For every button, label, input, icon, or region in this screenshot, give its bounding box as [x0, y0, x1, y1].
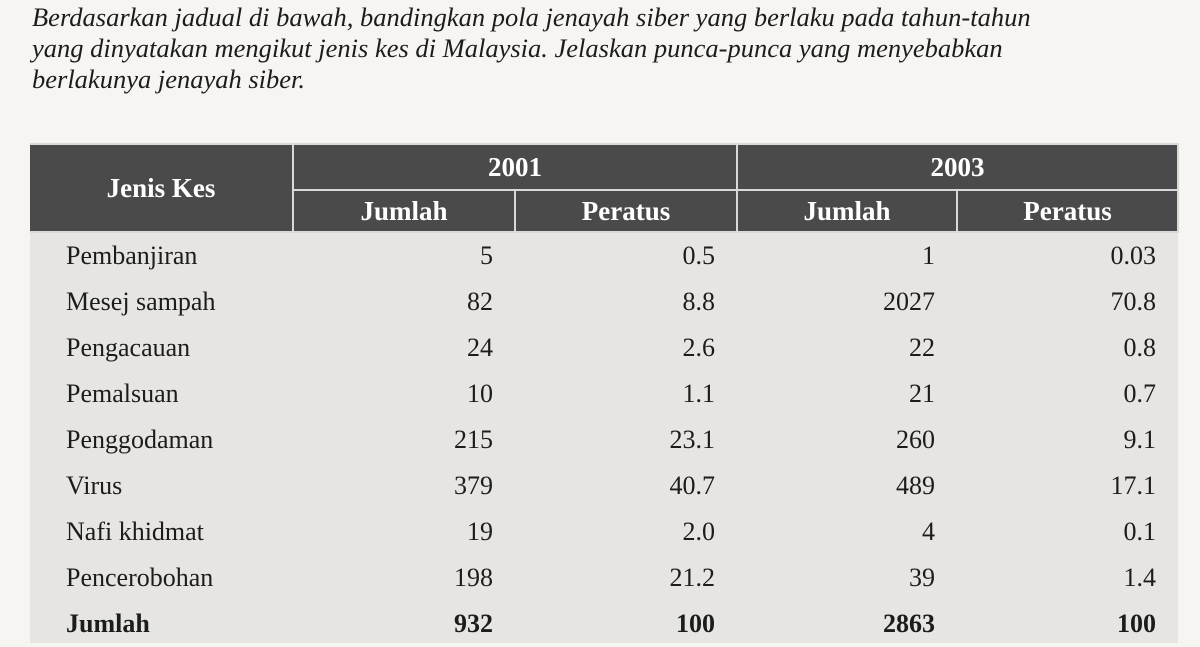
percent-2003: 0.7 — [1123, 379, 1156, 408]
count-2001: 379 — [454, 471, 493, 500]
header-count-2001: Jumlah — [293, 190, 515, 232]
prompt-line-3: berlakunya jenayah siber. — [32, 64, 306, 94]
count-2003: 39 — [909, 563, 935, 592]
case-name: Pemalsuan — [66, 379, 179, 408]
table-header — [30, 144, 1178, 232]
header-percent-2001: Peratus — [515, 190, 737, 232]
header-year-2003: 2003 — [737, 144, 1178, 190]
percent-2001: 2.0 — [682, 517, 715, 546]
table-row — [30, 232, 1178, 279]
percent-2001: 1.1 — [682, 379, 715, 408]
total-count-2001: 932 — [454, 609, 493, 638]
percent-2003: 9.1 — [1123, 425, 1156, 454]
table-row — [30, 325, 1178, 371]
case-name: Mesej sampah — [66, 287, 216, 316]
prompt-line-2: yang dinyatakan mengikut jenis kes di Malaysia. Jelaskan punca-punca yang menyebabkan — [32, 33, 1003, 63]
total-label: Jumlah — [66, 609, 150, 638]
percent-2001: 40.7 — [669, 471, 715, 500]
percent-2003: 0.03 — [1110, 241, 1156, 270]
table-total-row — [30, 601, 1178, 647]
total-percent-2003: 100 — [1117, 609, 1156, 638]
table-row — [30, 463, 1178, 509]
percent-2001: 21.2 — [669, 563, 715, 592]
header-year-2001: 2001 — [293, 144, 737, 190]
count-2001: 24 — [467, 333, 493, 362]
count-2003: 260 — [896, 425, 935, 454]
case-name: Virus — [66, 471, 123, 500]
cyber-crime-table-container — [30, 143, 1178, 643]
total-percent-2001: 100 — [676, 609, 715, 638]
header-percent-2003: Peratus — [957, 190, 1178, 232]
count-2001: 198 — [454, 563, 493, 592]
count-2003: 21 — [909, 379, 935, 408]
cyber-crime-table — [30, 143, 1179, 647]
count-2001: 10 — [467, 379, 493, 408]
count-2001: 215 — [454, 425, 493, 454]
percent-2001: 0.5 — [682, 241, 715, 270]
table-row — [30, 371, 1178, 417]
header-count-2003: Jumlah — [737, 190, 957, 232]
table-row — [30, 417, 1178, 463]
count-2003: 2027 — [883, 287, 935, 316]
percent-2003: 0.1 — [1123, 517, 1156, 546]
case-name: Penggodaman — [66, 425, 214, 454]
question-prompt — [32, 2, 1182, 95]
table-row — [30, 509, 1178, 555]
case-name: Pengacauan — [66, 333, 191, 362]
table-row — [30, 279, 1178, 325]
percent-2003: 0.8 — [1123, 333, 1156, 362]
case-name: Pencerobohan — [66, 563, 214, 592]
prompt-line-1: Berdasarkan jadual di bawah, bandingkan pola jenayah siber yang berlaku pada tahun-tahun — [32, 2, 1031, 32]
total-count-2003: 2863 — [883, 609, 935, 638]
percent-2001: 2.6 — [682, 333, 715, 362]
count-2003: 1 — [922, 241, 935, 270]
percent-2001: 8.8 — [682, 287, 715, 316]
header-case-type: Jenis Kes — [30, 144, 293, 232]
case-name: Nafi khidmat — [66, 517, 204, 546]
percent-2003: 70.8 — [1110, 287, 1156, 316]
count-2001: 5 — [480, 241, 493, 270]
count-2001: 19 — [467, 517, 493, 546]
count-2001: 82 — [467, 287, 493, 316]
count-2003: 489 — [896, 471, 935, 500]
percent-2003: 17.1 — [1110, 471, 1156, 500]
count-2003: 22 — [909, 333, 935, 362]
table-row — [30, 555, 1178, 601]
percent-2003: 1.4 — [1123, 563, 1156, 592]
count-2003: 4 — [922, 517, 935, 546]
percent-2001: 23.1 — [669, 425, 715, 454]
table-body — [30, 232, 1178, 647]
case-name: Pembanjiran — [66, 241, 198, 270]
